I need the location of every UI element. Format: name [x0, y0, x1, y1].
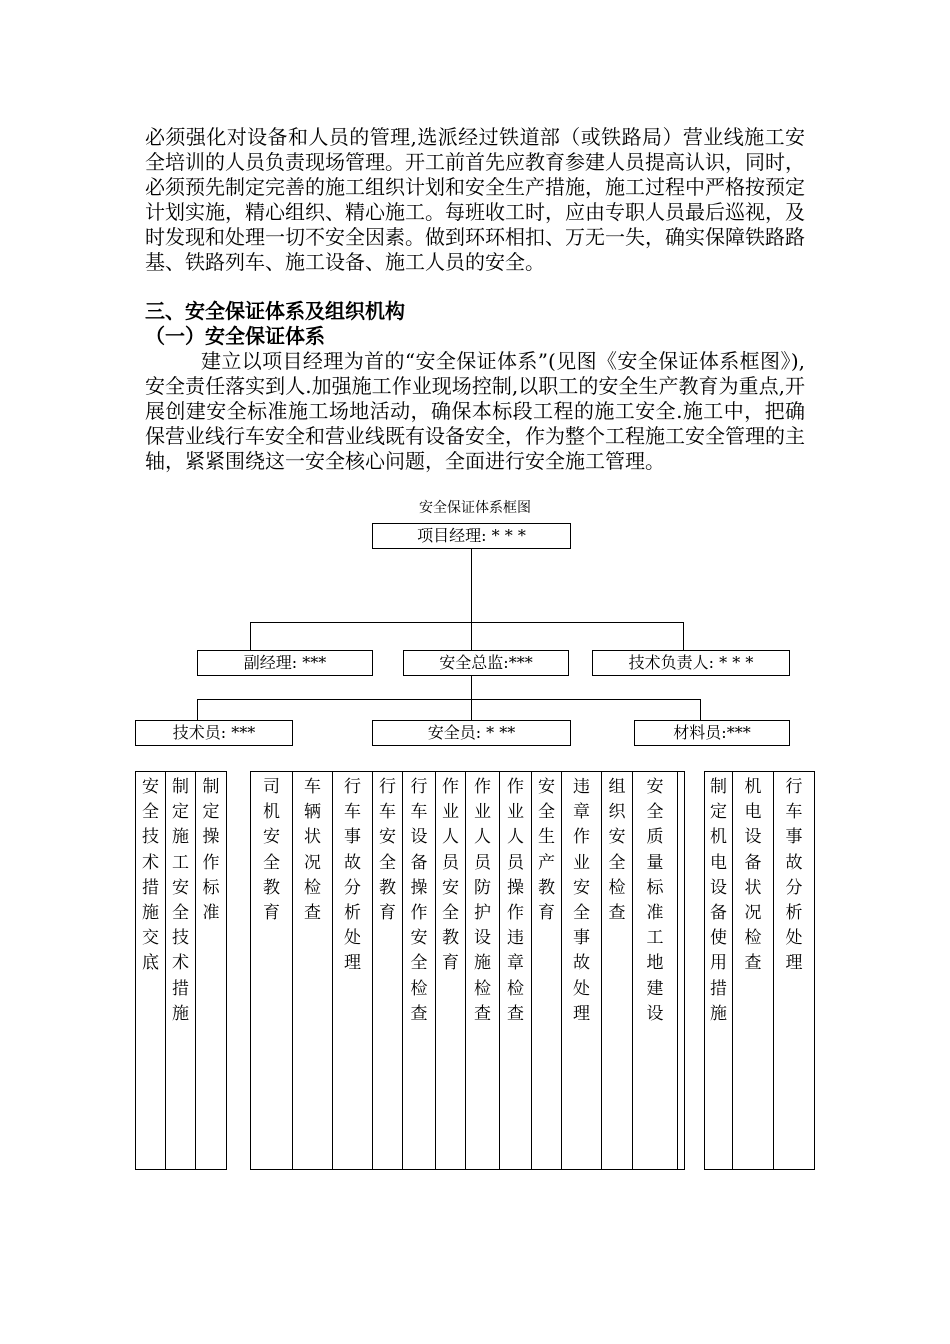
duty-column: [677, 771, 685, 1170]
section-heading: 三、安全保证体系及组织机构: [145, 299, 405, 323]
duty-column: 行 车 事 故 分 析 处 理: [332, 771, 373, 1170]
project-manager-box: 项目经理: * * *: [372, 523, 571, 549]
duty-column: 制 定 施 工 安 全 技 术 措 施: [165, 771, 196, 1170]
connector: [197, 699, 198, 720]
subsection-heading: （一）安全保证体系: [145, 324, 325, 348]
connector: [471, 676, 472, 720]
connector: [197, 699, 701, 700]
duty-column: 安 全 技 术 措 施 交 底: [135, 771, 166, 1170]
tech-lead-box: 技术负责人: * * *: [592, 650, 790, 676]
diagram-title: 安全保证体系框图: [419, 500, 531, 516]
duty-column: 作 业 人 员 安 全 教 育: [435, 771, 466, 1170]
system-paragraph: 建立以项目经理为首的“安全保证体系”(见图《安全保证体系框图》),安全责任落实到人.加强施工作业现场控制,以职工的安全生产教育为重点,开展创建安全标准施工场地活动，确保本标段工程的施工安全.施工中，把确保营业线行车安全和营业线既有设备安全，作为整个工程施工安全管理的主轴，紧紧围绕这一安全核心问题，全面进行安全施工管理。: [145, 349, 805, 473]
duty-column: 组 织 安 全 检 查: [601, 771, 633, 1170]
safety-director-box: 安全总监:***: [403, 650, 569, 676]
connector: [471, 622, 472, 650]
safety-officer-box: 安全员: * **: [372, 720, 571, 746]
duty-column: 作 业 人 员 操 作 违 章 检 查: [499, 771, 532, 1170]
deputy-manager-box: 副经理: ***: [197, 650, 373, 676]
connector: [250, 622, 251, 650]
duty-column: 行 车 事 故 分 析 处 理: [773, 771, 815, 1170]
duty-column: 行 车 安 全 教 育: [372, 771, 403, 1170]
duty-column: 行 车 设 备 操 作 安 全 检 查: [402, 771, 436, 1170]
connector: [700, 699, 701, 720]
technician-box: 技术员: ***: [135, 720, 293, 746]
duty-column: 车 辆 状 况 检 查: [292, 771, 333, 1170]
duty-column: 司 机 安 全 教 育: [250, 771, 293, 1170]
duty-column: 制 定 机 电 设 备 使 用 措 施: [704, 771, 733, 1170]
connector: [250, 622, 684, 623]
duty-column: 违 章 作 业 安 全 事 故 处 理: [561, 771, 602, 1170]
duty-column: 制 定 操 作 标 准: [195, 771, 227, 1170]
duty-column: 安 全 质 量 标 准 工 地 建 设: [632, 771, 678, 1170]
connector: [471, 549, 472, 622]
materials-officer-box: 材料员:***: [634, 720, 790, 746]
connector: [683, 622, 684, 650]
duty-column: 作 业 人 员 防 护 设 施 检 查: [465, 771, 500, 1170]
duty-column: 安 全 生 产 教 育: [531, 771, 562, 1170]
duty-column: 机 电 设 备 状 况 检 查: [732, 771, 774, 1170]
intro-paragraph: 必须强化对设备和人员的管理,选派经过铁道部（或铁路局）营业线施工安全培训的人员负责现场管理。开工前首先应教育参建人员提高认识，同时，必须预先制定完善的施工组织计划和安全生产措施，施工过程中严格按预定计划实施，精心组织、精心施工。每班收工时，应由专职人员最后巡视，及时发现和处理一切不安全因素。做到环环相扣、万无一失，确实保障铁路路基、铁路列车、施工设备、施工人员的安全。: [145, 125, 805, 274]
